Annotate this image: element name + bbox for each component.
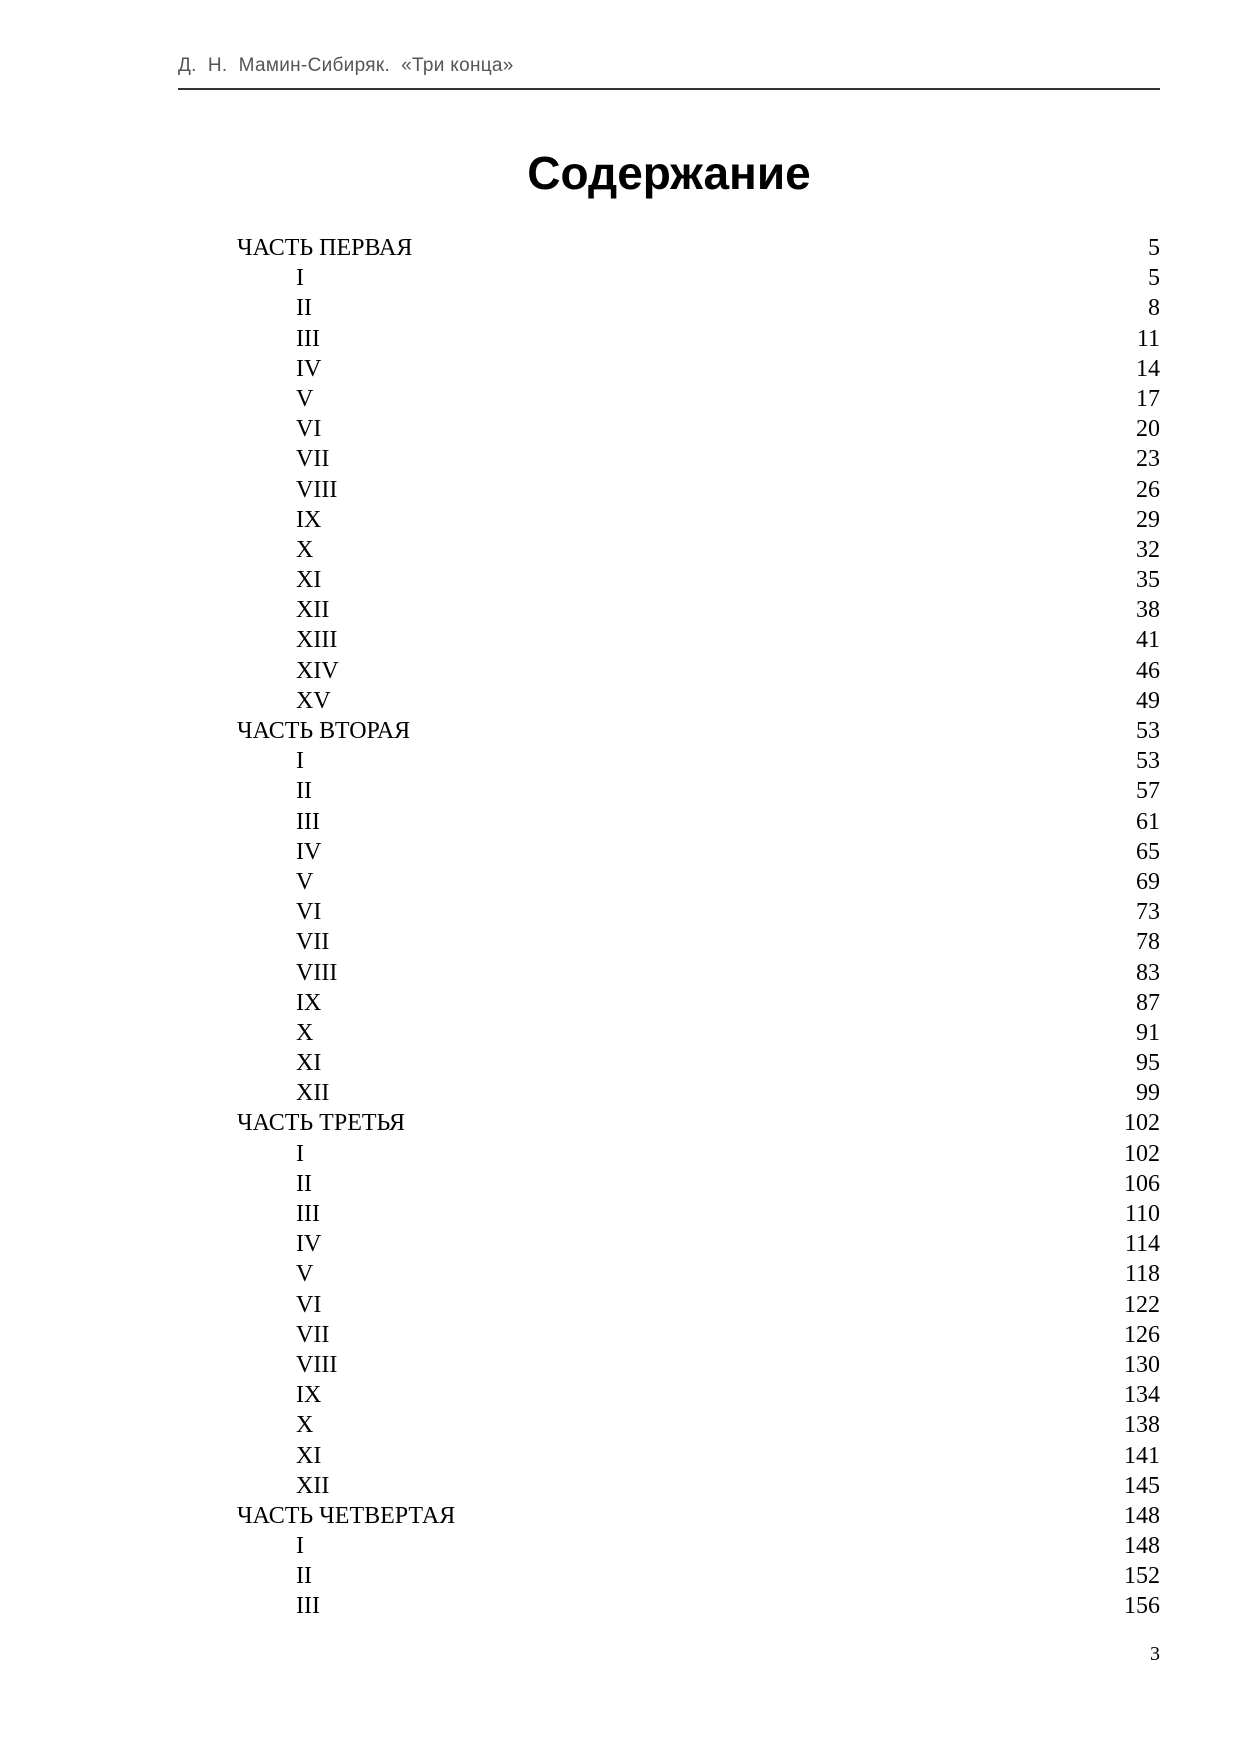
toc-entry-label: ЧАСТЬ ТРЕТЬЯ (237, 1110, 406, 1137)
toc-chapter-entry[interactable] (0, 535, 1241, 565)
toc-entry-label: XIV (296, 657, 339, 684)
toc-entry-label: I (296, 748, 304, 775)
toc-part-entry[interactable] (0, 233, 1241, 263)
toc-chapter-entry[interactable] (0, 1229, 1241, 1259)
toc-entry-label: XI (296, 567, 322, 594)
toc-chapter-entry[interactable] (0, 1410, 1241, 1440)
toc-entry-label: I (296, 1140, 304, 1167)
toc-chapter-entry[interactable] (0, 1531, 1241, 1561)
toc-entry-page-number: 148 (1124, 1502, 1160, 1529)
toc-entry-label: ЧАСТЬ ПЕРВАЯ (237, 235, 413, 261)
toc-chapter-entry[interactable] (0, 988, 1241, 1018)
toc-entry-label: ЧАСТЬ ВТОРАЯ (237, 718, 411, 744)
toc-chapter-entry[interactable] (0, 927, 1241, 957)
toc-entry-label: XII (296, 1472, 330, 1499)
toc-entry-page-number: 126 (1124, 1321, 1160, 1348)
toc-entry-label: XIII (296, 627, 338, 654)
toc-entry-page-number: 95 (1136, 1050, 1160, 1077)
toc-entry-page-number: 61 (1136, 808, 1160, 835)
toc-entry-page-number: 83 (1136, 959, 1160, 986)
toc-entry-label: V (296, 385, 314, 412)
toc-entry-page-number: 38 (1136, 597, 1160, 624)
toc-entry-label: IV (296, 1231, 322, 1258)
toc-entry-label: VIII (296, 1351, 338, 1378)
toc-chapter-entry[interactable] (0, 505, 1241, 535)
toc-entry-label: III (296, 325, 320, 352)
toc-entry-page-number: 87 (1136, 989, 1160, 1016)
toc-entry-page-number: 5 (1148, 235, 1160, 261)
toc-entry-page-number: 11 (1136, 325, 1160, 352)
toc-chapter-entry[interactable] (0, 595, 1241, 625)
header-divider (178, 88, 1160, 90)
toc-entry-page-number: 17 (1136, 385, 1160, 412)
toc-part-entry[interactable] (0, 716, 1241, 746)
toc-chapter-entry[interactable] (0, 837, 1241, 867)
toc-entry-label: XI (296, 1050, 322, 1077)
toc-entry-page-number: 102 (1124, 1110, 1160, 1137)
toc-entry-label: II (296, 1170, 312, 1197)
toc-chapter-entry[interactable] (0, 776, 1241, 806)
toc-entry-label: IX (296, 506, 322, 533)
toc-chapter-entry[interactable] (0, 625, 1241, 655)
toc-entry-label: XI (296, 1442, 322, 1469)
page-title: Содержание (527, 147, 811, 199)
toc-chapter-entry[interactable] (0, 1259, 1241, 1289)
toc-chapter-entry[interactable] (0, 1561, 1241, 1591)
toc-chapter-entry[interactable] (0, 746, 1241, 776)
toc-chapter-entry[interactable] (0, 1199, 1241, 1229)
toc-entry-page-number: 152 (1124, 1563, 1160, 1590)
toc-entry-page-number: 8 (1148, 295, 1160, 322)
toc-part-entry[interactable] (0, 1108, 1241, 1138)
toc-entry-page-number: 73 (1136, 899, 1160, 926)
toc-entry-page-number: 122 (1124, 1291, 1160, 1318)
toc-entry-label: XII (296, 597, 330, 624)
toc-entry-label: VI (296, 899, 322, 926)
toc-entry-page-number: 145 (1124, 1472, 1160, 1499)
toc-chapter-entry[interactable] (0, 1078, 1241, 1108)
toc-chapter-entry[interactable] (0, 1471, 1241, 1501)
toc-entry-label: VII (296, 929, 330, 956)
toc-entry-page-number: 134 (1124, 1382, 1160, 1409)
toc-entry-page-number: 35 (1136, 567, 1160, 594)
toc-entry-label: VIII (296, 959, 338, 986)
toc-entry-page-number: 91 (1136, 1019, 1160, 1046)
toc-entry-label: V (296, 1261, 314, 1288)
toc-entry-page-number: 20 (1136, 416, 1160, 443)
toc-chapter-entry[interactable] (0, 324, 1241, 354)
toc-entry-label: X (296, 536, 314, 563)
toc-entry-page-number: 102 (1124, 1140, 1160, 1167)
toc-entry-label: X (296, 1412, 314, 1439)
toc-chapter-entry[interactable] (0, 1591, 1241, 1621)
toc-entry-page-number: 138 (1124, 1412, 1160, 1439)
toc-chapter-entry[interactable] (0, 354, 1241, 384)
toc-chapter-entry[interactable] (0, 293, 1241, 323)
toc-chapter-entry[interactable] (0, 414, 1241, 444)
toc-entry-page-number: 106 (1124, 1170, 1160, 1197)
toc-chapter-entry[interactable] (0, 1441, 1241, 1471)
toc-entry-page-number: 118 (1124, 1261, 1160, 1288)
toc-entry-page-number: 156 (1124, 1593, 1160, 1620)
toc-entry-page-number: 65 (1136, 838, 1160, 865)
toc-entry-label: VII (296, 1321, 330, 1348)
toc-chapter-entry[interactable] (0, 263, 1241, 293)
toc-entry-page-number: 32 (1136, 536, 1160, 563)
toc-entry-page-number: 5 (1148, 265, 1160, 292)
toc-entry-label: V (296, 868, 314, 895)
toc-chapter-entry[interactable] (0, 1169, 1241, 1199)
toc-chapter-entry[interactable] (0, 1380, 1241, 1410)
toc-chapter-entry[interactable] (0, 1350, 1241, 1380)
toc-entry-label: IV (296, 838, 322, 865)
toc-entry-label: II (296, 778, 312, 805)
toc-entry-label: VI (296, 416, 322, 443)
toc-entry-page-number: 78 (1136, 929, 1160, 956)
toc-entry-label: III (296, 808, 320, 835)
page-number: 3 (1150, 1643, 1160, 1665)
toc-entry-page-number: 29 (1136, 506, 1160, 533)
toc-entry-label: XII (296, 1080, 330, 1107)
toc-entry-label: IX (296, 1382, 322, 1409)
toc-entry-page-number: 110 (1124, 1201, 1160, 1227)
toc-entry-page-number: 26 (1136, 476, 1160, 503)
toc-entry-page-number: 114 (1124, 1231, 1160, 1258)
toc-entry-label: XV (296, 687, 331, 714)
toc-chapter-entry[interactable] (0, 1320, 1241, 1350)
running-header: Д. Н. Мамин-Сибиряк. «Три конца» (178, 55, 514, 76)
toc-entry-page-number: 23 (1136, 446, 1160, 473)
toc-entry-page-number: 49 (1136, 687, 1160, 714)
toc-chapter-entry[interactable] (0, 807, 1241, 837)
toc-entry-label: II (296, 1563, 312, 1590)
toc-chapter-entry[interactable] (0, 958, 1241, 988)
toc-entry-label: IX (296, 989, 322, 1016)
toc-chapter-entry[interactable] (0, 897, 1241, 927)
toc-entry-page-number: 14 (1136, 355, 1160, 382)
toc-entry-label: II (296, 295, 312, 322)
toc-entry-page-number: 53 (1136, 748, 1160, 775)
toc-entry-page-number: 141 (1124, 1442, 1160, 1469)
toc-entry-label: IV (296, 355, 322, 382)
toc-entry-page-number: 130 (1124, 1351, 1160, 1378)
toc-entry-label: ЧАСТЬ ЧЕТВЕРТАЯ (237, 1502, 456, 1529)
toc-entry-page-number: 69 (1136, 868, 1160, 895)
toc-part-entry[interactable] (0, 1501, 1241, 1531)
toc-entry-label: III (296, 1593, 320, 1620)
toc-entry-label: III (296, 1201, 320, 1227)
toc-entry-label: VI (296, 1291, 322, 1318)
toc-entry-page-number: 53 (1136, 718, 1160, 744)
toc-entry-label: I (296, 265, 304, 292)
toc-chapter-entry[interactable] (0, 656, 1241, 686)
toc-chapter-entry[interactable] (0, 565, 1241, 595)
toc-entry-label: I (296, 1533, 304, 1560)
toc-entry-page-number: 41 (1136, 627, 1160, 654)
toc-chapter-entry[interactable] (0, 1139, 1241, 1169)
toc-entry-label: X (296, 1019, 314, 1046)
toc-chapter-entry[interactable] (0, 1018, 1241, 1048)
toc-chapter-entry[interactable] (0, 444, 1241, 474)
toc-chapter-entry[interactable] (0, 686, 1241, 716)
toc-entry-page-number: 46 (1136, 657, 1160, 684)
toc-chapter-entry[interactable] (0, 475, 1241, 505)
toc-chapter-entry[interactable] (0, 1048, 1241, 1078)
toc-entry-page-number: 99 (1136, 1080, 1160, 1107)
toc-chapter-entry[interactable] (0, 384, 1241, 414)
toc-entry-label: VII (296, 446, 330, 473)
toc-entry-page-number: 148 (1124, 1533, 1160, 1560)
toc-entry-page-number: 57 (1136, 778, 1160, 805)
toc-chapter-entry[interactable] (0, 1290, 1241, 1320)
toc-entry-label: VIII (296, 476, 338, 503)
toc-chapter-entry[interactable] (0, 867, 1241, 897)
table-of-contents (0, 233, 1241, 1622)
